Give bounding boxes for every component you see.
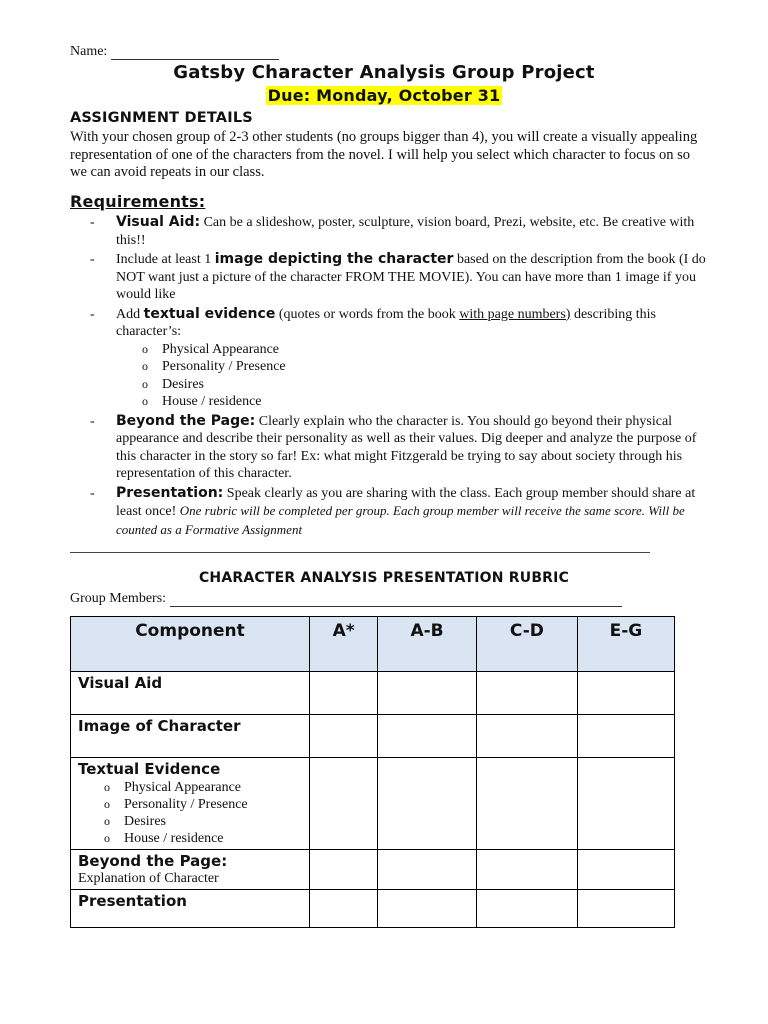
requirement-text: Clearly explain who the character is. You should go beyond their physical appearance and describe their personality as well as their values. Dig deeper and analyze the purpose of this character in the story so far! Ex: what might Fitzgerald be trying to say about society through his representation of this character. [116, 413, 697, 481]
requirement-text: describing this character’s: [116, 306, 656, 339]
requirement-text: Speak clearly as you are sharing with the class. Each group member should share at least once! [116, 485, 696, 519]
score-cell[interactable] [378, 715, 477, 758]
evidence-sublist [116, 341, 710, 411]
bullet-dash: - [90, 252, 95, 267]
requirement-prefix: Add [116, 306, 141, 322]
score-cell[interactable] [310, 715, 378, 758]
row-sublabel: Explanation of Character [78, 871, 219, 886]
group-members-blank-line[interactable] [170, 594, 622, 607]
requirement-underlined-text: with page numbers) [459, 306, 571, 322]
score-cell[interactable] [310, 758, 378, 850]
row-label-evidence [71, 758, 310, 850]
requirement-beyond-the-page [90, 413, 710, 483]
column-header-c-d: C-D [476, 617, 577, 672]
bullet-dash: - [90, 306, 95, 322]
requirement-keyword: Visual Aid: [116, 214, 201, 230]
score-cell[interactable] [378, 672, 477, 715]
requirement-image [90, 251, 710, 304]
list-item: o Physical Appearance [162, 341, 710, 359]
requirement-visual-aid [90, 214, 710, 249]
requirement-text: based on the description from the book (I do NOT want just a picture of the character FROM THE MOVIE). You can have more than 1 image if you would like [116, 252, 706, 302]
score-cell[interactable] [378, 758, 477, 850]
score-cell[interactable] [577, 850, 674, 890]
table-row [71, 850, 675, 890]
requirement-keyword: image depicting the character [214, 251, 454, 267]
assignment-text: With your chosen group of 2-3 other students (no groups bigger than 4), you will create a visually appealing representation of one of the characters from the novel. I will help you select which character to focus on so we can avoid repeats in our class. [70, 129, 698, 180]
list-item: o House / residence [124, 830, 302, 847]
requirement-text: Can be a slideshow, poster, sculpture, vision board, Prezi, website, etc. Be creative with this!! [116, 215, 695, 248]
table-row [71, 758, 675, 850]
row-label-text: Presentation [78, 892, 187, 910]
column-header-component: Component [71, 617, 310, 672]
column-header-a-star: A* [310, 617, 378, 672]
requirement-prefix: Include at least 1 [116, 252, 212, 267]
due-date: Due: Monday, October 31 [267, 86, 501, 105]
score-cell[interactable] [378, 890, 477, 928]
row-label-text: Visual Aid [78, 674, 163, 692]
score-cell[interactable] [310, 890, 378, 928]
group-members-label: Group Members: [70, 591, 167, 606]
column-header-a-b: A-B [378, 617, 477, 672]
row-label-visual-aid [71, 672, 310, 715]
row-label-text: Image of Character [78, 717, 241, 735]
row-label-text: Beyond the Page: [78, 852, 228, 870]
score-cell[interactable] [577, 715, 674, 758]
score-cell[interactable] [577, 890, 674, 928]
list-item: o Physical Appearance [124, 779, 302, 796]
requirement-evidence [90, 306, 710, 411]
requirement-keyword: textual evidence [143, 305, 276, 322]
score-cell[interactable] [378, 850, 477, 890]
group-members-field [70, 591, 622, 607]
name-blank-line[interactable] [111, 45, 279, 60]
score-cell[interactable] [476, 758, 577, 850]
bullet-dash: - [90, 413, 95, 429]
requirement-text: (quotes or words from the book [278, 306, 456, 322]
rubric-header-row [71, 617, 675, 672]
row-label-presentation [71, 890, 310, 928]
evidence-criteria-list [78, 779, 302, 847]
due-date-wrapper [0, 86, 768, 106]
requirement-keyword: Presentation: [116, 484, 224, 501]
table-row [71, 890, 675, 928]
bullet-dash: - [90, 485, 95, 501]
name-field [70, 44, 279, 60]
score-cell[interactable] [577, 758, 674, 850]
row-label-text: Textual Evidence [78, 760, 221, 778]
score-cell[interactable] [577, 672, 674, 715]
column-header-e-g: E-G [577, 617, 674, 672]
score-cell[interactable] [310, 850, 378, 890]
rubric-heading: CHARACTER ANALYSIS PRESENTATION RUBRIC [198, 570, 570, 586]
list-item: o House / residence [162, 393, 710, 411]
requirement-keyword: Beyond the Page: [116, 412, 256, 429]
table-row [71, 715, 675, 758]
list-item: o Desires [162, 376, 710, 394]
list-item: o Personality / Presence [124, 796, 302, 813]
requirements-list [90, 214, 710, 541]
assignment-heading: ASSIGNMENT DETAILS [70, 110, 253, 126]
row-label-image [71, 715, 310, 758]
score-cell[interactable] [476, 715, 577, 758]
score-cell[interactable] [476, 890, 577, 928]
requirements-heading: Requirements: [70, 192, 206, 211]
row-label-beyond [71, 850, 310, 890]
score-cell[interactable] [476, 672, 577, 715]
score-cell[interactable] [310, 672, 378, 715]
page-title: Gatsby Character Analysis Group Project [173, 62, 595, 83]
table-row [71, 672, 675, 715]
rubric-table [70, 616, 675, 928]
section-divider [70, 552, 650, 553]
bullet-dash: - [90, 215, 95, 230]
name-label: Name: [70, 44, 108, 59]
list-item: o Personality / Presence [162, 358, 710, 376]
score-cell[interactable] [476, 850, 577, 890]
requirement-italic-note: One rubric will be completed per group. Each group member will receive the same score. Will be counted as a Formative Assignment [116, 503, 685, 537]
requirement-presentation [90, 485, 710, 540]
list-item: o Desires [124, 813, 302, 830]
